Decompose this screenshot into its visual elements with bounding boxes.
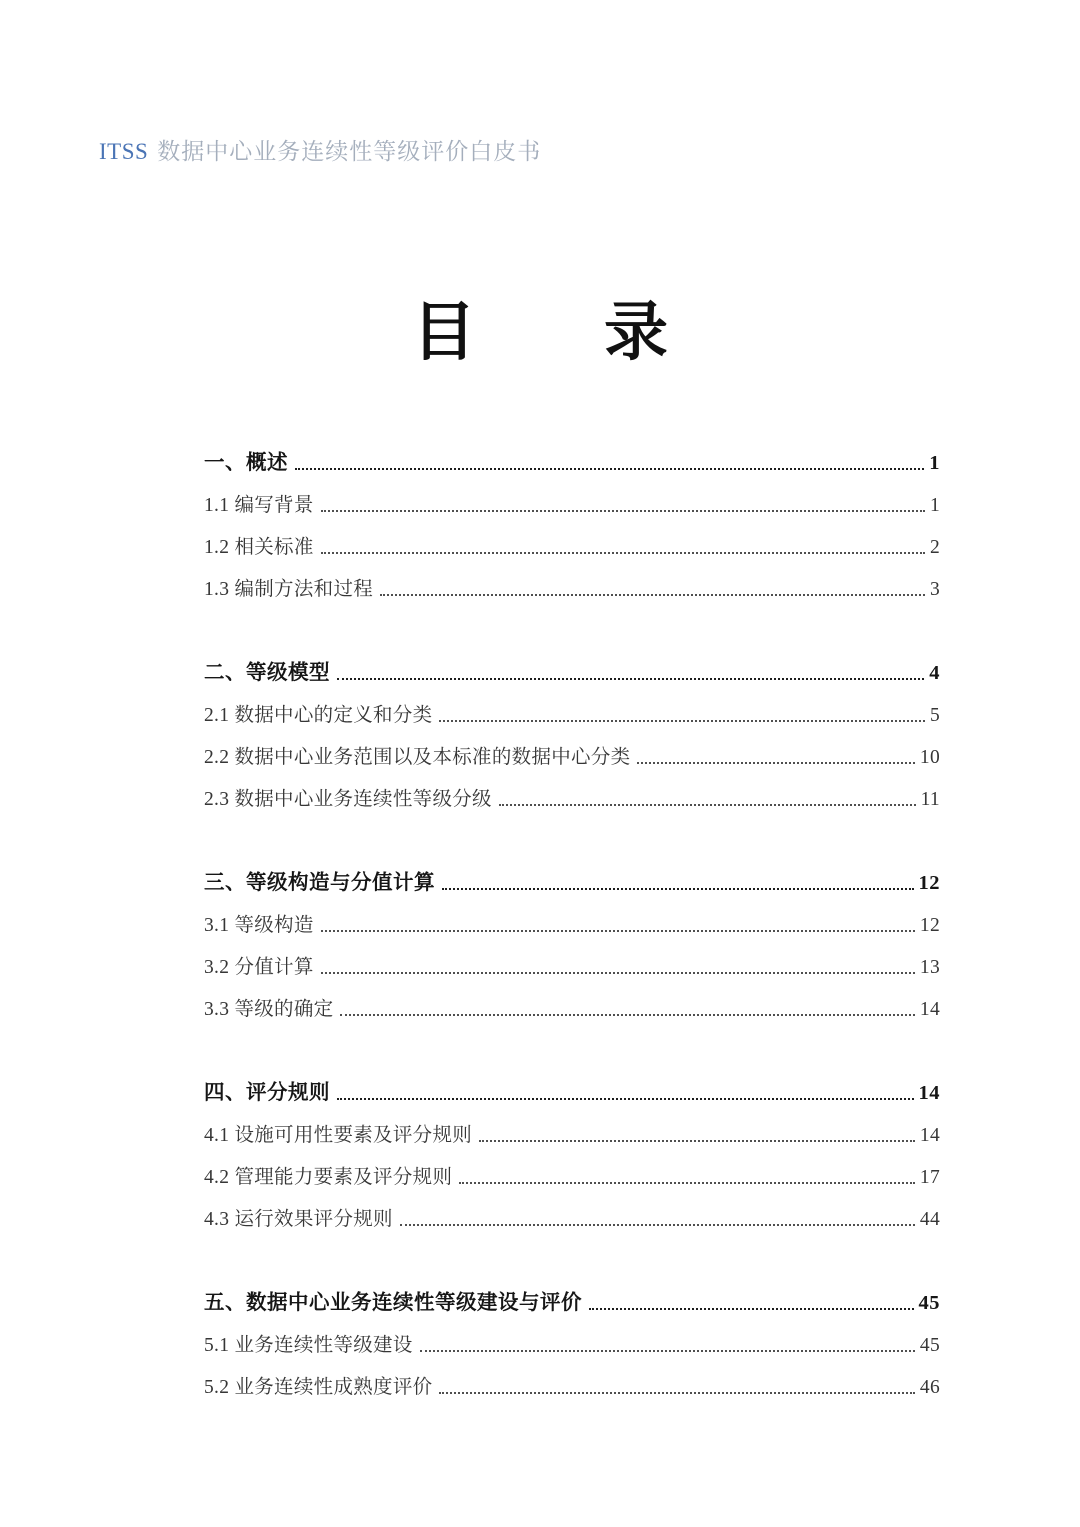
toc-item[interactable]: [204, 480, 940, 522]
toc-item[interactable]: [204, 690, 940, 732]
dot-leader: [340, 1014, 914, 1016]
toc-entry-page: 11: [920, 789, 940, 810]
toc-entry-label: 4.1 设施可用性要素及评分规则: [204, 1125, 473, 1146]
toc-entry-label: 3.2 分值计算: [204, 957, 314, 978]
toc-entry-label: 4.3 运行效果评分规则: [204, 1209, 393, 1230]
dot-leader: [337, 1098, 914, 1100]
dot-leader: [321, 972, 915, 974]
toc-heading[interactable]: [204, 648, 940, 690]
toc-item[interactable]: [204, 774, 940, 816]
toc-entry-label: 5.1 业务连续性等级建设: [204, 1335, 413, 1356]
dot-leader: [380, 594, 925, 596]
toc-item[interactable]: [204, 564, 940, 606]
toc-entry-label: 5.2 业务连续性成熟度评价: [204, 1377, 433, 1398]
document-header-title: 数据中心业务连续性等级评价白皮书: [157, 138, 542, 164]
toc-entry-label: 1.3 编制方法和过程: [204, 579, 374, 600]
toc-entry-label: 五、数据中心业务连续性等级建设与评价: [204, 1292, 582, 1314]
toc-section: [204, 438, 940, 606]
toc-heading[interactable]: [204, 438, 940, 480]
dot-leader: [400, 1224, 915, 1226]
dot-leader: [321, 930, 915, 932]
dot-leader: [295, 468, 924, 470]
dot-leader: [459, 1182, 915, 1184]
dot-leader: [589, 1308, 914, 1310]
toc-entry-page: 13: [919, 957, 940, 978]
toc-entry-page: 45: [918, 1292, 940, 1314]
toc-item[interactable]: [204, 732, 940, 774]
toc-entry-label: 3.1 等级构造: [204, 915, 314, 936]
toc-item[interactable]: [204, 1194, 940, 1236]
toc-entry-label: 3.3 等级的确定: [204, 999, 334, 1020]
dot-leader: [337, 678, 924, 680]
toc-entry-label: 2.1 数据中心的定义和分类: [204, 705, 433, 726]
toc-entry-page: 14: [918, 1082, 940, 1104]
toc-section: [204, 858, 940, 1026]
toc-entry-label: 1.1 编写背景: [204, 495, 314, 516]
itss-brand-label: ITSS: [99, 139, 149, 164]
toc-entry-page: 1: [929, 495, 940, 516]
toc-entry-page: 1: [929, 452, 940, 474]
page-title: 目 录: [412, 297, 668, 368]
document-header: [99, 133, 541, 166]
dot-leader: [420, 1350, 915, 1352]
dot-leader: [439, 720, 924, 722]
toc-entry-page: 4: [929, 662, 940, 684]
toc-entry-page: 5: [929, 705, 940, 726]
dot-leader: [442, 888, 914, 890]
toc-entry-label: 三、等级构造与分值计算: [204, 872, 435, 894]
toc-section: [204, 648, 940, 816]
toc-section: [204, 1278, 940, 1404]
toc-entry-label: 2.3 数据中心业务连续性等级分级: [204, 789, 492, 810]
toc-item[interactable]: [204, 984, 940, 1026]
dot-leader: [637, 762, 914, 764]
toc-heading[interactable]: [204, 1068, 940, 1110]
dot-leader: [499, 804, 916, 806]
toc: [204, 438, 940, 1404]
toc-entry-page: 12: [918, 872, 940, 894]
toc-item[interactable]: [204, 942, 940, 984]
dot-leader: [321, 552, 925, 554]
toc-entry-label: 4.2 管理能力要素及评分规则: [204, 1167, 453, 1188]
toc-item[interactable]: [204, 522, 940, 564]
toc-heading[interactable]: [204, 1278, 940, 1320]
toc-entry-label: 四、评分规则: [204, 1082, 330, 1104]
toc-entry-page: 14: [919, 999, 940, 1020]
toc-entry-page: 3: [929, 579, 940, 600]
toc-heading[interactable]: [204, 858, 940, 900]
toc-item[interactable]: [204, 1320, 940, 1362]
toc-entry-page: 10: [919, 747, 940, 768]
toc-entry-page: 2: [929, 537, 940, 558]
toc-entry-page: 12: [919, 915, 940, 936]
dot-leader: [439, 1392, 914, 1394]
toc-item[interactable]: [204, 1362, 940, 1404]
toc-entry-label: 1.2 相关标准: [204, 537, 314, 558]
toc-section: [204, 1068, 940, 1236]
toc-item[interactable]: [204, 1152, 940, 1194]
toc-item[interactable]: [204, 900, 940, 942]
toc-entry-label: 一、概述: [204, 452, 288, 474]
dot-leader: [479, 1140, 915, 1142]
toc-item[interactable]: [204, 1110, 940, 1152]
toc-entry-page: 44: [919, 1209, 940, 1230]
toc-entry-page: 46: [919, 1377, 940, 1398]
dot-leader: [321, 510, 925, 512]
toc-entry-page: 14: [919, 1125, 940, 1146]
toc-entry-label: 二、等级模型: [204, 662, 330, 684]
toc-entry-label: 2.2 数据中心业务范围以及本标准的数据中心分类: [204, 747, 631, 768]
toc-entry-page: 45: [919, 1335, 940, 1356]
toc-entry-page: 17: [919, 1167, 940, 1188]
